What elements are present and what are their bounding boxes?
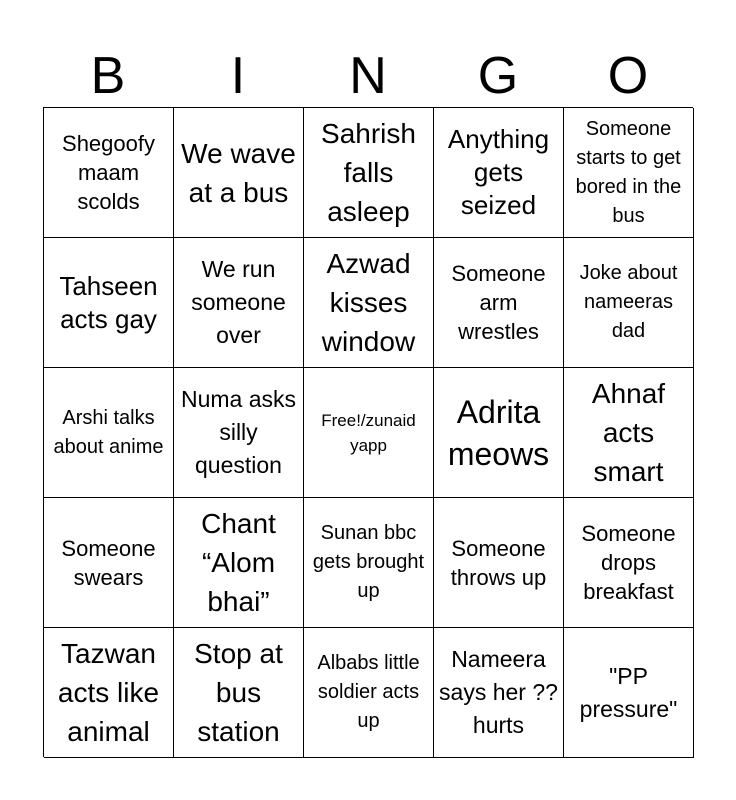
bingo-cell[interactable]	[564, 108, 694, 238]
cell-text: Nameera says her ?? hurts	[439, 646, 558, 738]
cell-text: Someone throws up	[450, 535, 547, 590]
cell-text: Azwad kisses window	[321, 248, 416, 357]
bingo-cell[interactable]	[174, 628, 304, 758]
bingo-cell[interactable]	[304, 108, 434, 238]
header-letter-o: O	[607, 47, 649, 105]
cell-text: Someone swears	[61, 535, 156, 590]
bingo-cell[interactable]	[44, 238, 174, 368]
cell-text: Sahrish falls asleep	[321, 118, 416, 227]
cell-text: We run someone over	[191, 256, 286, 348]
header-letter-i: I	[230, 47, 246, 105]
bingo-cell[interactable]	[304, 628, 434, 758]
header-letter-g: G	[477, 47, 519, 105]
bingo-cell[interactable]	[44, 628, 174, 758]
cell-text: Arshi talks about anime	[53, 406, 164, 458]
cell-text: Free!/zunaid yapp	[321, 410, 416, 455]
cell-text: Joke about nameeras dad	[579, 262, 678, 342]
bingo-cell[interactable]	[434, 628, 564, 758]
bingo-cell[interactable]	[434, 238, 564, 368]
bingo-cell[interactable]	[44, 108, 174, 238]
cell-text: Albabs little soldier acts up	[317, 652, 420, 732]
cell-text: Tahseen acts gay	[59, 270, 158, 334]
cell-text: Someone starts to get bored in the bus	[575, 117, 682, 227]
cell-text: Sunan bbc gets brought up	[312, 522, 425, 602]
cell-text: Numa asks silly question	[180, 386, 297, 478]
bingo-cell[interactable]	[564, 368, 694, 498]
bingo-cell[interactable]	[304, 498, 434, 628]
cell-text: Someone arm wrestles	[451, 261, 546, 344]
bingo-cell[interactable]	[174, 108, 304, 238]
bingo-cell[interactable]	[564, 238, 694, 368]
bingo-cell[interactable]	[174, 368, 304, 498]
cell-text: Chant “Alom bhai”	[201, 508, 276, 617]
bingo-cell[interactable]	[434, 108, 564, 238]
bingo-cell[interactable]	[174, 238, 304, 368]
header-letter-n: N	[349, 47, 387, 105]
cell-text: Shegoofy maam scolds	[62, 131, 155, 214]
bingo-cell[interactable]	[434, 498, 564, 628]
cell-text: Ahnaf acts smart	[591, 378, 666, 487]
cell-text: Stop at bus station	[194, 638, 283, 747]
bingo-cell[interactable]	[44, 368, 174, 498]
cell-text: "PP pressure"	[579, 662, 678, 722]
bingo-cell[interactable]	[44, 498, 174, 628]
bingo-grid	[43, 107, 693, 757]
bingo-cell[interactable]	[434, 368, 564, 498]
bingo-cell[interactable]	[174, 498, 304, 628]
bingo-header	[43, 44, 693, 108]
cell-text: Adrita meows	[447, 393, 550, 472]
header-letter-b: B	[90, 47, 126, 105]
cell-text: Anything gets seized	[447, 124, 550, 220]
cell-text: Someone drops breakfast	[581, 521, 676, 604]
bingo-cell[interactable]	[304, 238, 434, 368]
bingo-cell[interactable]	[564, 498, 694, 628]
cell-text: We wave at a bus	[181, 137, 296, 208]
bingo-cell[interactable]	[564, 628, 694, 758]
free-space-cell[interactable]	[304, 368, 434, 498]
cell-text: Tazwan acts like animal	[57, 638, 160, 747]
